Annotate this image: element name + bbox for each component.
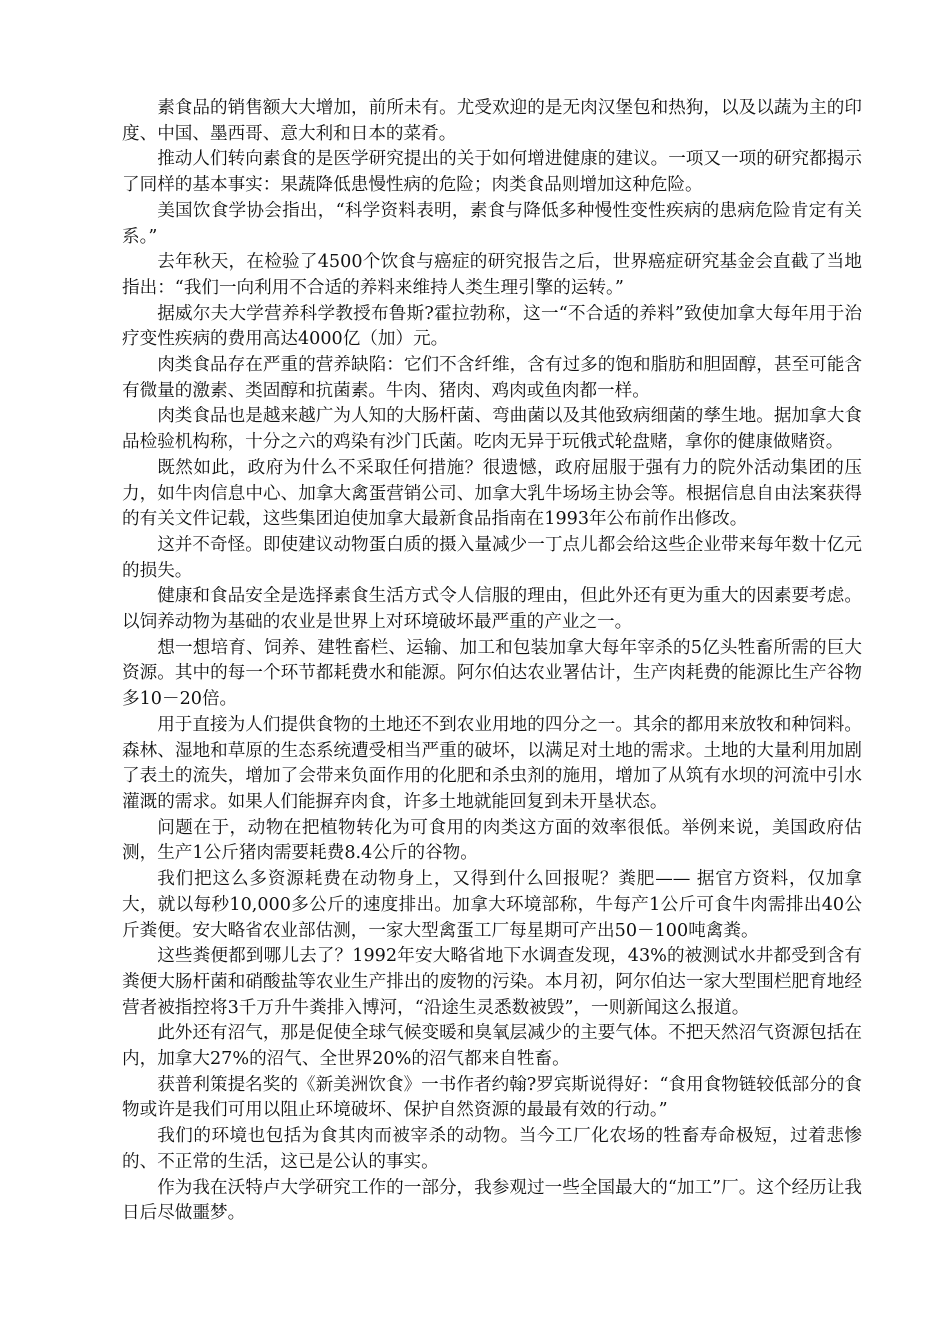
paragraph: 我们的环境也包括为食其肉而被宰杀的动物。当今工厂化农场的牲畜寿命极短，过着悲惨的、不正常的生活，这已是公认的事实。 [122, 1126, 862, 1172]
paragraph: 肉类食品存在严重的营养缺陷：它们不含纤维，含有过多的饱和脂肪和胆固醇，甚至可能含有微量的激素、类固醇和抗菌素。牛肉、猪肉、鸡肉或鱼肉都一样。 [122, 355, 862, 401]
paragraph: 去年秋天，在检验了4500个饮食与癌症的研究报告之后，世界癌症研究基金会直截了当地指出：“我们一向利用不合适的养料来维持人类生理引擎的运转。” [122, 252, 862, 298]
paragraph: 健康和食品安全是选择素食生活方式令人信服的理由，但此外还有更为重大的因素要考虑。以饲养动物为基础的农业是世界上对环境破坏最严重的产业之一。 [122, 586, 862, 633]
paragraph: 肉类食品也是越来越广为人知的大肠杆菌、弯曲菌以及其他致病细菌的孳生地。据加拿大食品检验机构称，十分之六的鸡染有沙门氏菌。吃肉无异于玩俄式轮盘赌，拿你的健康做赌资。 [122, 406, 862, 453]
paragraph: 此外还有沼气，那是促使全球气候变暖和臭氧层减少的主要气体。不把天然沼气资源包括在内，加拿大27%的沼气、全世界20%的沼气都来自牲畜。 [122, 1023, 862, 1070]
paragraph: 这并不奇怪。即使建议动物蛋白质的摄入量减少一丁点儿都会给这些企业带来每年数十亿元的损失。 [122, 534, 862, 581]
paragraph: 作为我在沃特卢大学研究工作的一部分，我参观过一些全国最大的“加工”厂。这个经历让我日后尽做噩梦。 [122, 1177, 862, 1224]
paragraph: 获普利策提名奖的《新美洲饮食》一书作者约翰?罗宾斯说得好：“食用食物链较低部分的食物或许是我们可用以阻止环境破坏、保护自然资源的最最有效的行动。” [122, 1074, 862, 1121]
paragraph: 素食品的销售额大大增加，前所未有。尤受欢迎的是无肉汉堡包和热狗，以及以蔬为主的印度、中国、墨西哥、意大利和日本的菜肴。 [122, 98, 862, 144]
paragraph: 推动人们转向素食的是医学研究提出的关于如何增进健康的建议。一项又一项的研究都揭示了同样的基本事实：果蔬降低患慢性病的危险；肉类食品则增加这种危险。 [122, 149, 862, 196]
paragraph: 问题在于，动物在把植物转化为可食用的肉类这方面的效率很低。举例来说，美国政府估测，生产1公斤猪肉需要耗费8.4公斤的谷物。 [122, 817, 862, 864]
paragraph: 想一想培育、饲养、建牲畜栏、运输、加工和包装加拿大每年宰杀的5亿头牲畜所需的巨大资源。其中的每一个环节都耗费水和能源。阿尔伯达农业署估计，生产肉耗费的能源比生产谷物多10－20倍。 [122, 637, 862, 710]
paragraph: 用于直接为人们提供食物的土地还不到农业用地的四分之一。其余的都用来放牧和种饲料。森林、湿地和草原的生态系统遭受相当严重的破坏，以满足对土地的需求。土地的大量利用加剧了表土的流失，增加了会带来负面作用的化肥和杀虫剂的施用，增加了从筑有水坝的河流中引水灌溉的需求。如果人们能摒弃肉食，许多土地就能回复到未开垦状态。 [122, 714, 862, 812]
paragraph: 这些粪便都到哪儿去了？1992年安大略省地下水调查发现，43%的被测试水井都受到含有粪便大肠杆菌和硝酸盐等农业生产排出的废物的污染。本月初，阿尔伯达一家大型围栏肥育地经营者被指控将3千万升牛粪排入博河，“沿途生灵悉数被毁”，一则新闻这么报道。 [122, 946, 862, 1018]
paragraph: 既然如此，政府为什么不采取任何措施？很遗憾，政府屈服于强有力的院外活动集团的压力，如牛肉信息中心、加拿大禽蛋营销公司、加拿大乳牛场场主协会等。根据信息自由法案获得的有关文件记载，这些集团迫使加拿大最新食品指南在1993年公布前作出修改。 [122, 457, 862, 530]
paragraph: 美国饮食学协会指出，“科学资料表明，素食与降低多种慢性变性疾病的患病危险肯定有关系。” [122, 200, 862, 247]
document-page [122, 96, 862, 1227]
paragraph: 据威尔夫大学营养科学教授布鲁斯?霍拉勃称，这一“不合适的养料”致使加拿大每年用于治疗变性疾病的费用高达4000亿（加）元。 [122, 303, 862, 350]
paragraph: 我们把这么多资源耗费在动物身上，又得到什么回报呢？粪肥—— 据官方资料，仅加拿大，就以每秒10,000多公斤的速度排出。加拿大环境部称，牛每产1公斤可食牛肉需排出40公斤粪便。安大略省农业部估测，一家大型禽蛋工厂每星期可产出50－100吨禽粪。 [122, 869, 862, 941]
